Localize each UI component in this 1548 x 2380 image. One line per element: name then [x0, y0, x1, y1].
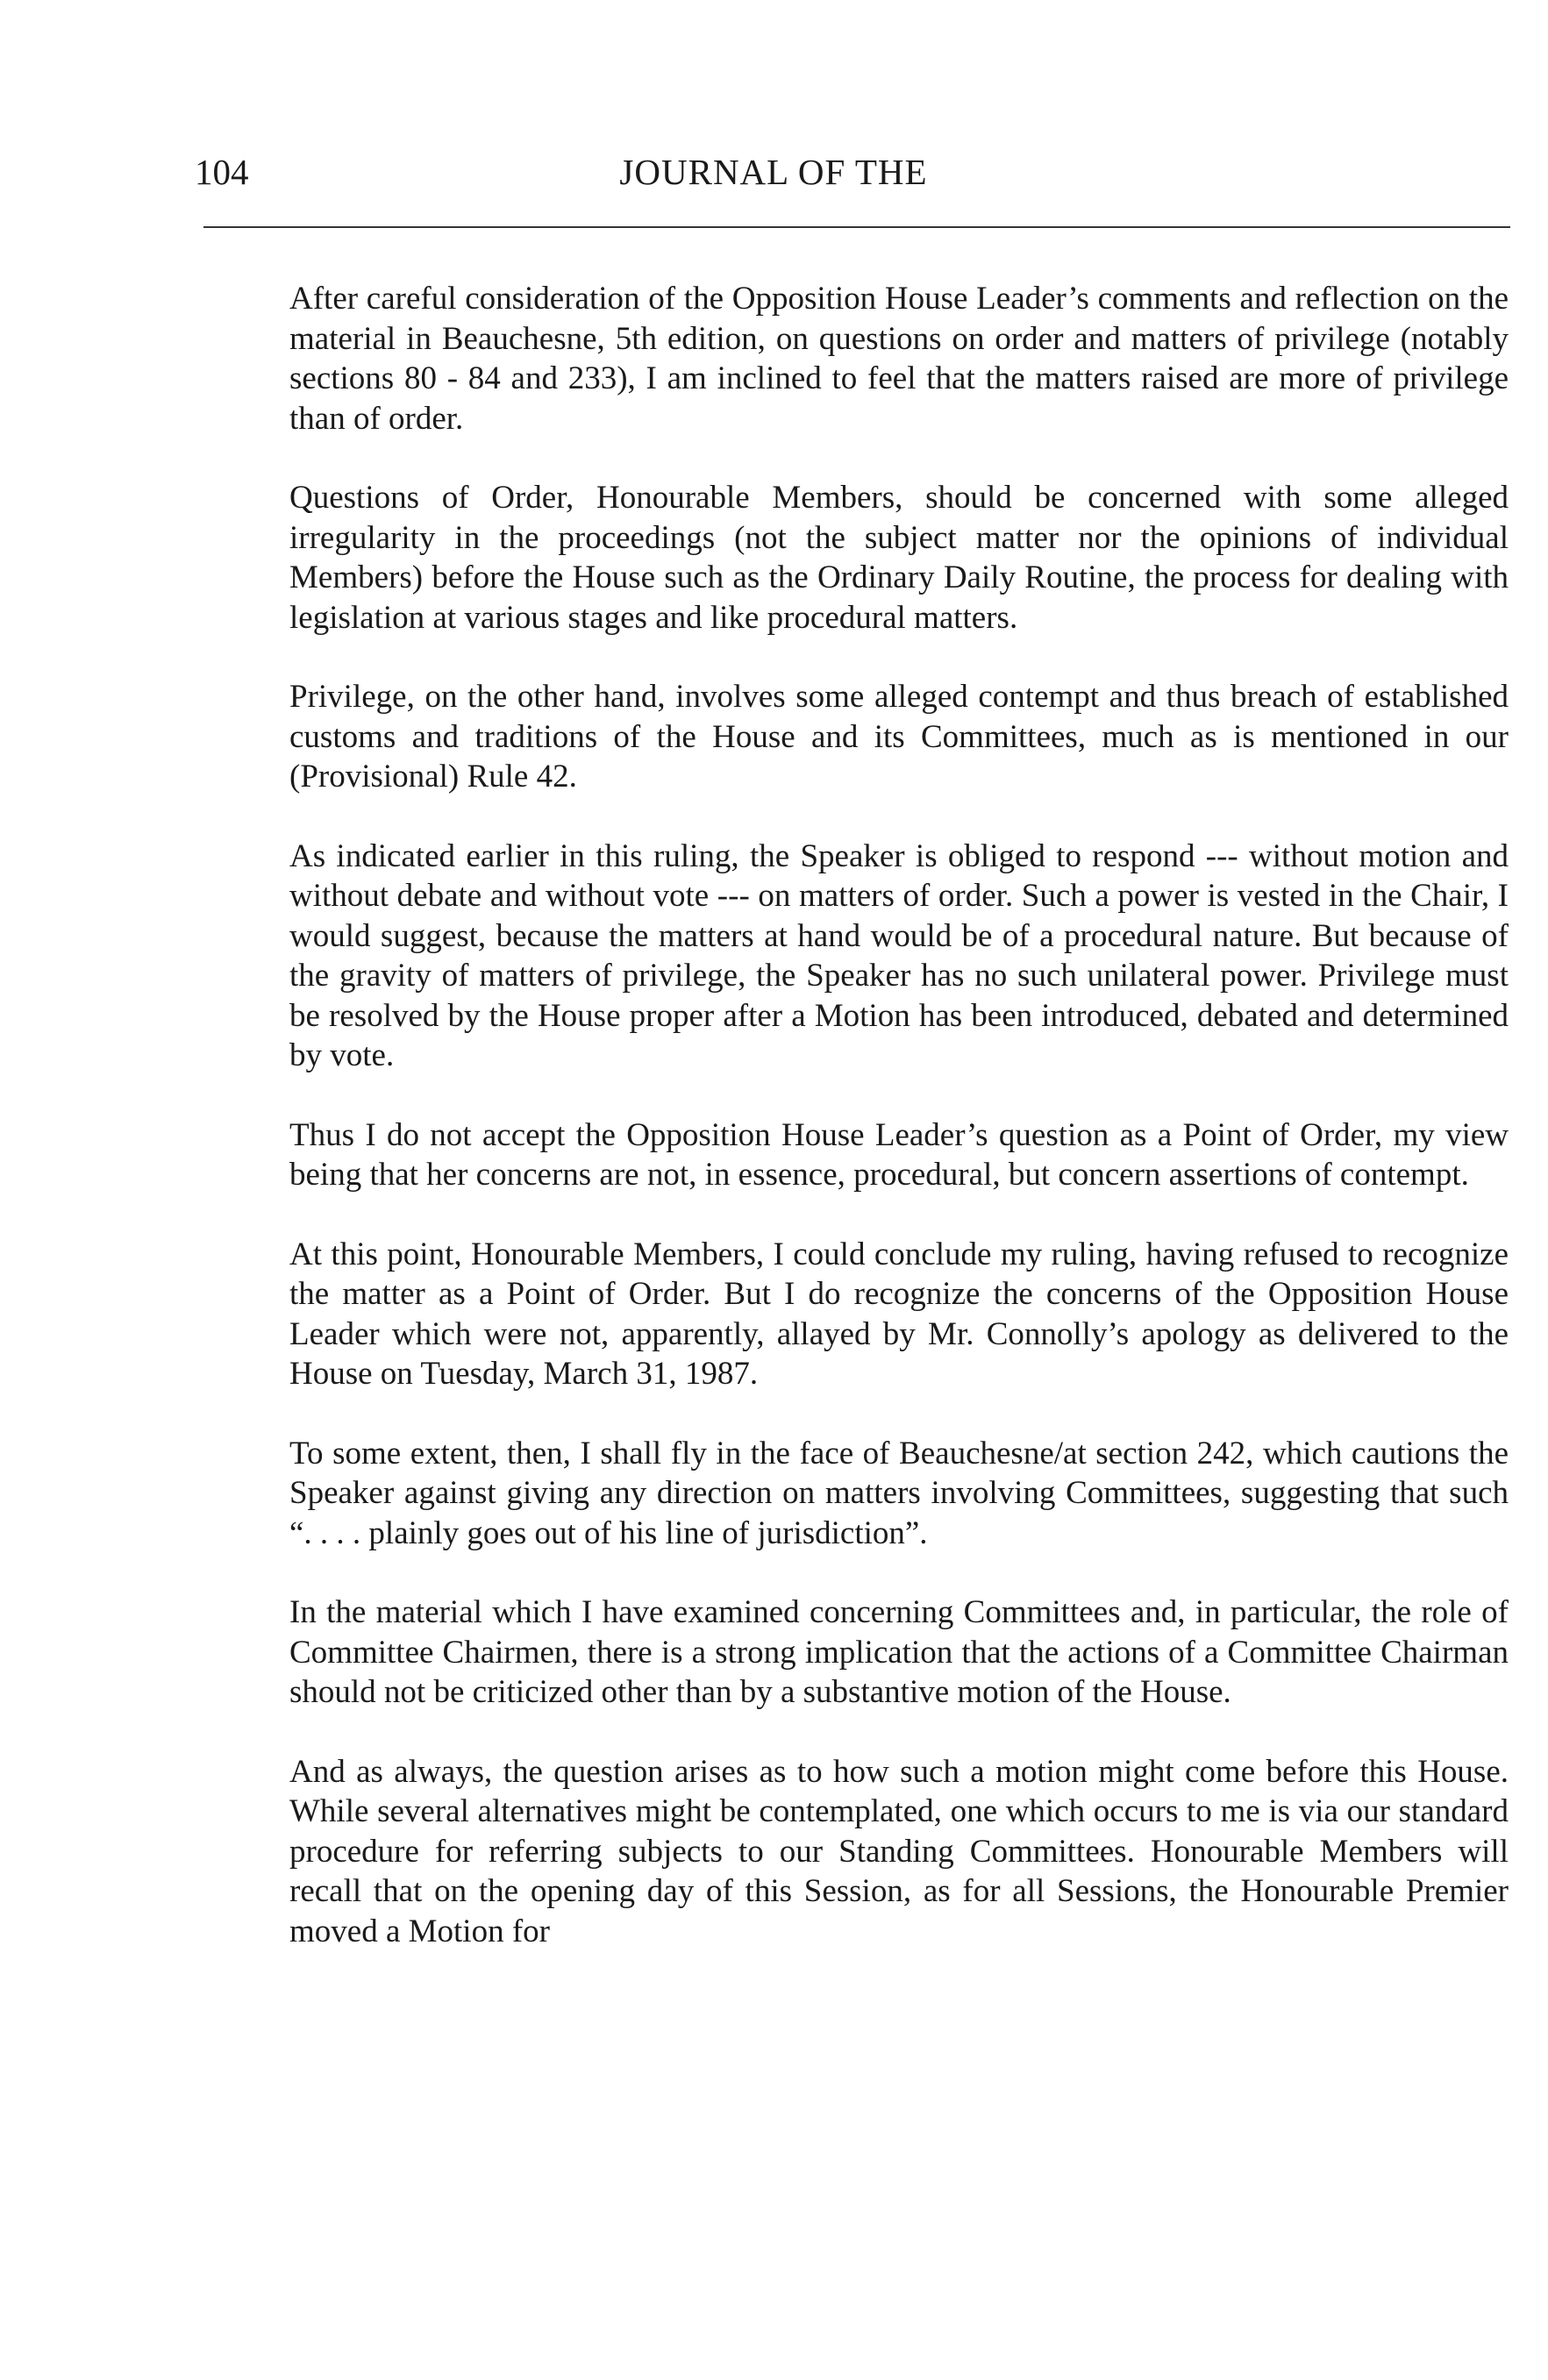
header-rule [203, 226, 1510, 228]
paragraph: Questions of Order, Honourable Members, should be concerned with some alleged irregularity in the proceedings (not the subject matter nor the opinions of individual Members) before the House such as the Ordinary Daily Routine, the process for dealing with legislation at various stages and like procedural matters. [289, 480, 1509, 636]
paragraph: As indicated earlier in this ruling, the Speaker is obliged to respond --- without motion and without debate and without vote --- on matters of order. Such a power is vested in the Chair, I would suggest, because the matters at hand would be of a procedural nature. But because of the gravity of matters of privilege, the Speaker has no such unilateral power. Privilege must be resolved by the House proper after a Motion has been introduced, debated and determined by vote. [289, 837, 1509, 1073]
paragraph: And as always, the question arises as to how such a motion might come before this House. While several alternatives might be contemplated, one which occurs to me is via our standard procedure for referring subjects to our Standing Committees. Honourable Members will recall that on the opening day of this Session, as for all Sessions, the Honourable Premier moved a Motion for [289, 1753, 1509, 1949]
paragraph: After careful consideration of the Opposition House Leader’s comments and reflection on the material in Beauchesne, 5th edition, on questions on order and matters of privilege (notably sections 80 - 84 and 233), I am inclined to feel that the matters raised are more of privilege than of order. [289, 281, 1509, 437]
body-text [289, 279, 1509, 1991]
running-title: JOURNAL OF THE [619, 152, 928, 192]
paragraph: At this point, Honourable Members, I could conclude my ruling, having refused to recognize the matter as a Point of Order. But I do recognize the concerns of the Opposition House Leader which were not, apparently, allayed by Mr. Connolly’s apology as delivered to the House on Tuesday, March 31, 1987. [289, 1236, 1509, 1392]
paragraph: Privilege, on the other hand, involves some alleged contempt and thus breach of established customs and traditions of the House and its Committees, much as is mentioned in our (Provisional) Rule 42. [289, 679, 1509, 795]
paragraph: To some extent, then, I shall fly in the face of Beauchesne/at section 242, which cautions the Speaker against giving any direction on matters involving Committees, suggesting that such “. . . . plainly goes out of his line of jurisdiction”. [289, 1435, 1509, 1551]
paragraph: Thus I do not accept the Opposition House Leader’s question as a Point of Order, my view being that her concerns are not, in essence, procedural, but concern assertions of contempt. [289, 1116, 1509, 1193]
paragraph: In the material which I have examined concerning Committees and, in particular, the role of Committee Chairmen, there is a strong implication that the actions of a Committee Chairman should not be criticized other than by a substantive motion of the House. [289, 1594, 1509, 1710]
page-number: 104 [195, 152, 249, 192]
